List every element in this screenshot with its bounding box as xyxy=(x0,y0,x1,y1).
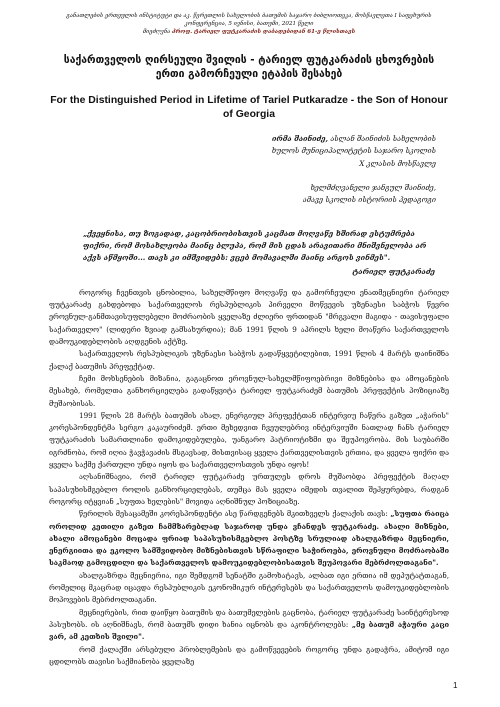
header-line-2: კონფერენცია, 5 ივნისი, ბათუმი, 2021 წელი xyxy=(184,21,314,27)
author-name: ირმა შაინიძე, xyxy=(271,134,329,143)
paragraph: მეცნიერების, რით დაიწყო ბათუმის და ბათუმელების გაცნობა, ტარიელ ფუტკარაძე საინტერესოდ პასუხობს. ის აღნიშნავს, რომ ბათუმს დიდი ხანია იცნობს და აკონტროლებს: „მე ბათუმ აჭაური კაცი ვარ, ამ კეთხის შვილი". xyxy=(49,607,450,642)
author-block: ირმა შაინიძე, ასლან შაინიძის სახელობის ხულოს მუნიციპალიტეტის საჯარო სკოლის X კლასის მოსწავლე xyxy=(271,134,436,168)
page-number: 1 xyxy=(453,681,458,690)
header-line-1: განათლების ერთეულის ინსტიტუტი და აკ. წერეთლის სახელობის ბათუმის საჯარო ბიბლიოთეკა, მოსწავლეთა I საფეხურის xyxy=(66,13,432,19)
paragraph: ჩემი მოხსენების მიზანია, გაგაცნოთ ეროვნულ-სახელმწიფოებრივი მიზნებისა და ამოცანების მესახებ, რომელთა განხორციელება გადაწყვიტა ტარიელ ფუტკარაძემ ბათუმის პრეფექტის პოზიციაზე მუშაობისას. xyxy=(49,373,449,408)
title-english: For the Distinguished Period in Lifetime of Tariel Putkaradze - the Son of Honour of Georgia xyxy=(50,95,448,120)
paragraph: წერილის მესაცამეში კორესპონდენტი ასე წარდგენებს მკითხველს ქალაქის თავს: „სუფთა რაიცა ოროლიდ კეთილი გაზეთ ჩამმზარებლად საჯაროდ უნდა ვჩანდეს ფუტკარაძე. ახალი მიზნები, ახალი ამოცანები მოცადა ფრიად საპასუხისმგებლო პოსტზე სრულიად ახალგაზრდა მეცნიერი, ენერგიითა და ეკოლო სამშვიდობო მიზნებისთვის სწრაფილი საჭიროება, ეროვნული მოძრაობაში საკმაოდ გამოცდილი და საქართველოს დამოუკიდებლობისათვის შეუპოვარი მებრძოლთაგანი". xyxy=(49,509,449,568)
paragraph: ახალგაზრდა მეცნიერია, იგი შემდგომ სენატში გამოხატავს, ალბათ იგი ერთია იმ დეპუტატთაგან, რომელიც მკაცრად იცავდა რესპუბლიკის ეკონომიკურ ინტერესებს და საქართველოს დამოუკიდებლობის მოპოვების მებრძოლთაგანი. xyxy=(49,570,449,605)
bold-quote: „სუფთა რაიცა ოროლიდ კეთილი გაზეთ ჩამმზარებლად საჯაროდ უნდა ვჩანდეს ფუტკარაძე. ახალი მიზნები, ახალი ამოცანები მოცადა ფრიად საპასუხისმგებლო პოსტზე სრულიად ახალგაზრდა მეცნიერი, ენერგიითა და ეკოლო სამშვიდობო მიზნებისთვის სწრაფილი საჭიროება, ეროვნული მოძრაობაში საკმაოდ გამოცდილი და საქართველოს დამოუკიდებლობისათვის შეუპოვარი მებრძოლთაგანი". xyxy=(49,509,449,568)
header-dedication: პროფ. ტარიელ ფუტკარაძის დაბადებიდან 61-ე წლისთავს xyxy=(172,29,356,35)
paragraph: როგორც ჩვენთვის ცნობილია, სახელმწიფო მოღვაწე და გამორჩეული ენათმეცნიერი ტარიელ ფუტკარაძე გახდებოდა საქართველოს რესპუბლიკის პირველი მოწვევის უზენაესი საბჭოს წევრი ეროვნულ-განმთავისუფლებელი მოძრაობის ყველაზე ძლიერი ფრთიდან "მრგვალი მაგიდა - თავისუფალი საქართველო" (ლიდერი ზვიად გამსახურდია); მან 1991 წლის 9 აპრილს ხელი მოაწერა საქართველოს დამოუკიდებლობის აღდგენის აქტზე. xyxy=(49,287,449,347)
epigraph-signature: ტარიელ ფუტკარაძე xyxy=(352,266,435,276)
paragraph: აღსანიშნავია, რომ ტარიელ ფუტკარაძე ურთულეს დროს მუშაობდა პრეფექტის მაღალ საპასუხისმგებლო როლის განხორციელებას, თუმცა მას ყველა იმედის თვალით შეჰყურებდა, რადგან როგორც იტყვიან „სუფთა ხელების" მოვიდა აღნიშნულ პოზიციაზე. xyxy=(49,472,449,506)
body-text xyxy=(49,287,449,668)
epigraph: „ქვეყნისა, თუ ზოგადად, კაცობრიობისთვის კაცმათ მოღვაწე ხშირად ესტუმრება ფიქრი, რომ მოსახლეობა მაინც ბლუპა, რომ მის ცდას არავითარი მნიშვნელობა არ აქვს აწმყოში... თავს კი იმშვიდებს: ვცებ მომავალში მაინც არგოს ვინმეს". xyxy=(83,228,427,262)
title-georgian: საქართველოს ღირსეული შვილის - ტარიელ ფუტკარაძის ცხოვრების ერთი გამორჩეული ეტაპის შესახებ xyxy=(63,54,435,80)
bold-quote: „მე ბათუმ აჭაური კაცი ვარ, ამ კეთხის შვილი". xyxy=(49,619,450,642)
paragraph: საქართველოს რესპუბლიკის უზენაესი საბჭოს გადაწყვეტილებით, 1991 წლის 4 მარტს დაინიშნა ქალაქ ბათუმის პრეფექტად. xyxy=(49,349,449,371)
conference-header xyxy=(49,0,449,36)
paragraph: 1991 წლის 28 მარტს ბათუმის ახალ, ენერგიულ პრეფექტთან ინტერვიუ ჩაწერა გაზეთ „აჭარის" კორესპონდენტმა სერგო კაკაურიძემ. ერთი მეხედვით ჩვეულებრივ ინტერვიუში ნათლად ჩანს ტარიელ ფუტკარაძის სამართლიანი დამოკიდებულება, უანგარო პატრიოტიზმი და შეუპოვრობა. მის საუბარში იგრძნობა, რომ იღია ჭავჭავაძის მსგავსად, მისთვისაც ყველა ქართველისთვის ერთია, და ყველა ფიქრი და ყველა საქმე ქართული უნდა იყოს და საქართველოსთვის უნდა იყოს! xyxy=(49,410,449,470)
supervisor-block: ხელმძღვანელი ჯანგულ შაინიძე, ამავე სკოლის ისტორიის პედაგოგი xyxy=(302,182,436,205)
header-line-3: მიეძღვნა პროფ. ტარიელ ფუტკარაძის დაბადებიდან 61-ე წლისთავს xyxy=(142,29,356,35)
paragraph: რომ ქალაქში არსებული პრობლემების და გამოწვევების როგორც უნდა გადაჭრა, ამიტომ იგი ცდილობს თავისი საქმიანობა ყველაზე xyxy=(49,644,449,666)
